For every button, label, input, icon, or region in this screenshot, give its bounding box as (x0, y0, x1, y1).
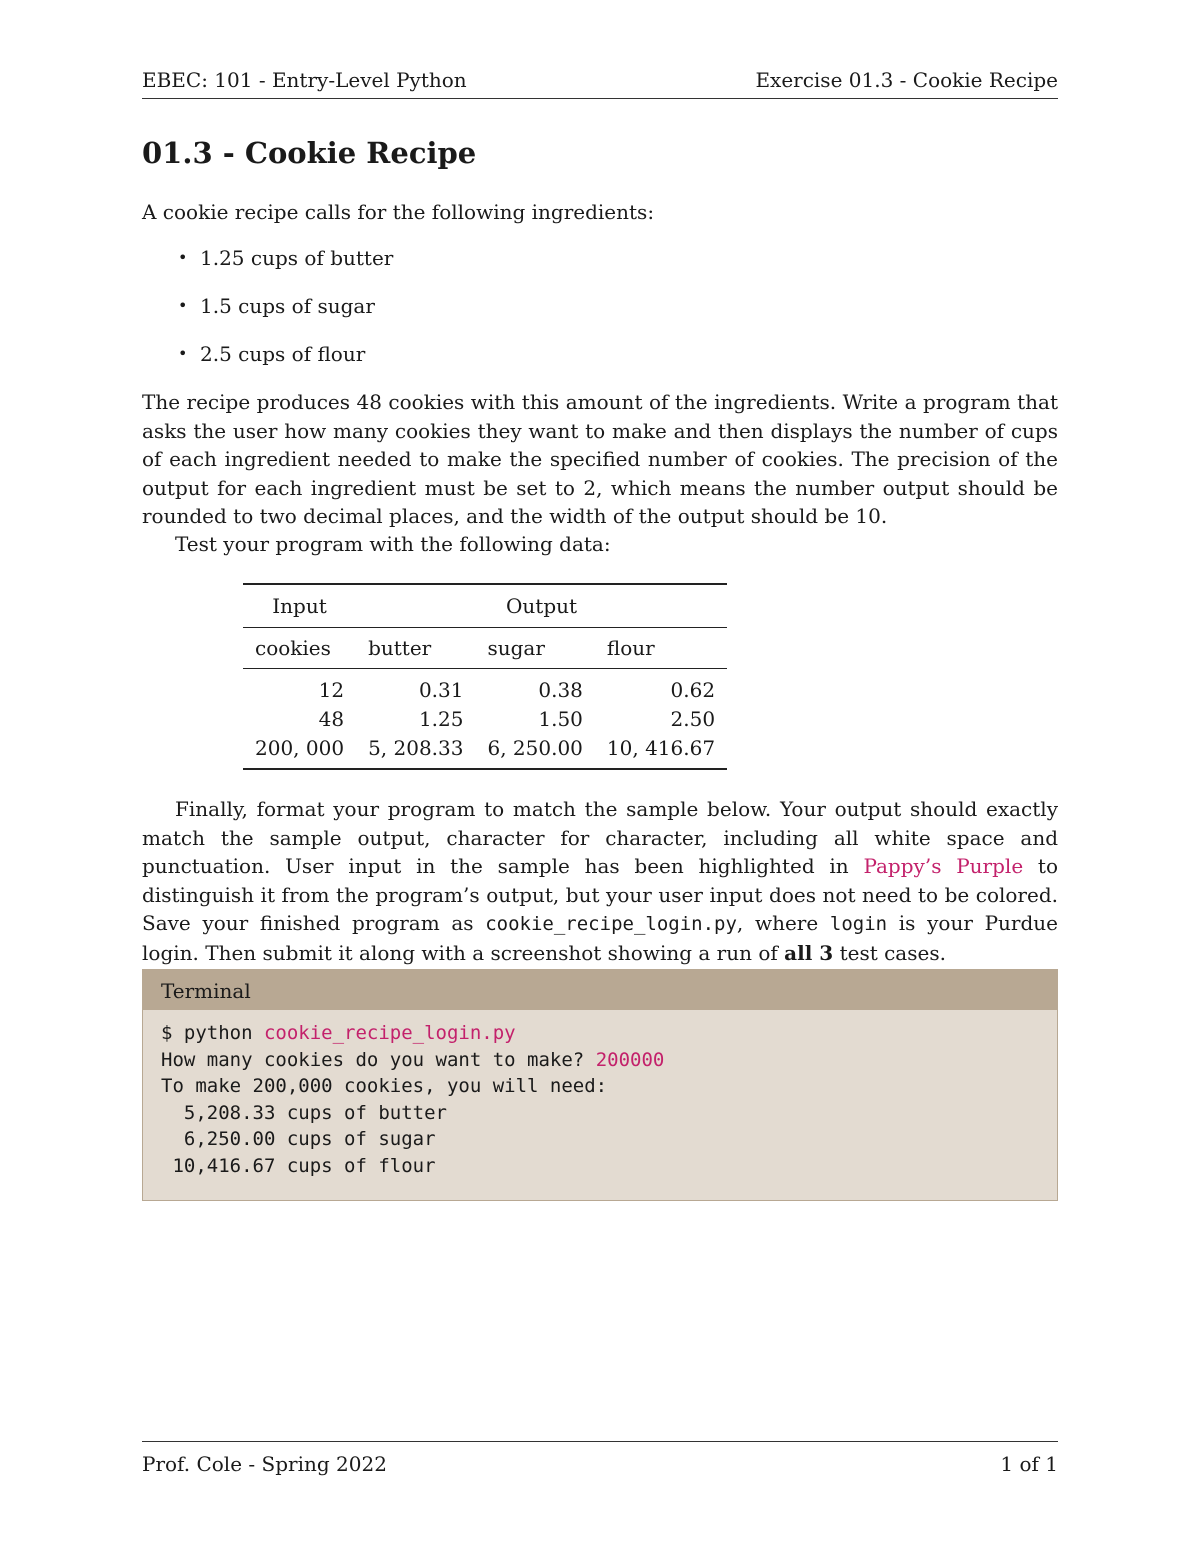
table-cell: 0.31 (418, 677, 464, 702)
group-header-output: Output (356, 584, 727, 628)
intro-paragraph: A cookie recipe calls for the following ingredients: (142, 200, 655, 224)
table-row (243, 704, 727, 733)
table-row (243, 669, 727, 705)
document-page (142, 0, 1058, 1553)
table-cell: 5, 208.33 (356, 733, 475, 769)
filename: cookie_recipe_login.py (485, 913, 737, 935)
page-number: 1 of 1 (1000, 1452, 1058, 1476)
terminal-user-input: 200000 (595, 1048, 665, 1071)
table-row (243, 733, 727, 769)
table-cell: 1.25 (418, 706, 464, 731)
emphasis: all 3 (784, 940, 834, 965)
terminal-title: Terminal (143, 970, 1057, 1010)
table-cell: 2.50 (670, 706, 716, 731)
table-cell: 0.38 (538, 677, 583, 702)
highlight-color-name: Pappy’s Purple (863, 854, 1024, 878)
bullet-icon: • (178, 248, 188, 267)
ingredient-text: 1.5 cups of sugar (200, 294, 375, 318)
description-paragraph: The recipe produces 48 cookies with this amount of the ingredients. Write a program that asks the user how many cookies they want to make and then displays the number of cups of each ingredient needed to make the specified number of cookies. The precision of the output for each ingredient must be set to 2, which means the number output should be rounded to two decimal places, and the width of the output should be 10. (142, 390, 1058, 528)
terminal-line: 10,416.67 cups of flour (161, 1154, 436, 1177)
list-item (178, 288, 393, 336)
column-header: sugar (487, 636, 545, 660)
list-item (178, 240, 393, 288)
terminal-output: $ python cookie_recipe_login.py How many cookies do you want to make? 200000 To make 200,000 cookies, you will need: 5,208.33 cups of butter 6,250.00 cups of sugar 10,416.67 cups of flour (161, 1022, 665, 1177)
column-header: cookies (255, 636, 331, 660)
table-cell: 1.50 (538, 706, 583, 731)
exercise-name: Exercise 01.3 - Cookie Recipe (755, 68, 1058, 92)
terminal-command: cookie_recipe_login.py (263, 1022, 516, 1044)
test-data-table (243, 583, 727, 770)
bullet-icon: • (178, 344, 188, 363)
page-header (142, 66, 1058, 99)
ingredient-text: 1.25 cups of butter (200, 246, 394, 270)
group-header-input: Input (243, 584, 356, 628)
course-name: EBEC: 101 - Entry-Level Python (142, 68, 467, 92)
format-paragraph: Finally, format your program to match the sample below. Your output should exactly match the sample output, character for character, including all white space and punctuation. User input in the sample has been highlighted in Pappy’s Purple to distinguish it from the program’s output, but your user input does not need to be colored. Save your finished program as cookie_recipe_login.py, where login is your Purdue login. Then submit it along with a screenshot showing a run of all 3 test cases. (142, 797, 1058, 965)
table-cell: 10, 416.67 (595, 733, 727, 769)
table-cell: 48 (318, 706, 345, 731)
footer-author: Prof. Cole - Spring 2022 (142, 1452, 387, 1476)
table-cell: 200, 000 (243, 733, 356, 769)
column-header: flour (606, 636, 655, 660)
ingredient-text: 2.5 cups of flour (200, 342, 366, 366)
terminal-line: 5,208.33 cups of butter (161, 1101, 447, 1124)
ingredient-list (178, 240, 393, 384)
terminal-line: To make 200,000 cookies, you will need: (161, 1075, 608, 1098)
table-cell: 12 (318, 677, 345, 702)
login-word: login (829, 913, 888, 935)
bullet-icon: • (178, 296, 188, 315)
test-data-intro: Test your program with the following data: (175, 532, 611, 556)
list-item (178, 336, 393, 384)
terminal-line: 6,250.00 cups of sugar (161, 1128, 436, 1151)
page-title: 01.3 - Cookie Recipe (142, 136, 477, 170)
table-cell: 0.62 (670, 677, 716, 702)
table-cell: 6, 250.00 (475, 733, 594, 769)
column-header: butter (368, 636, 432, 660)
